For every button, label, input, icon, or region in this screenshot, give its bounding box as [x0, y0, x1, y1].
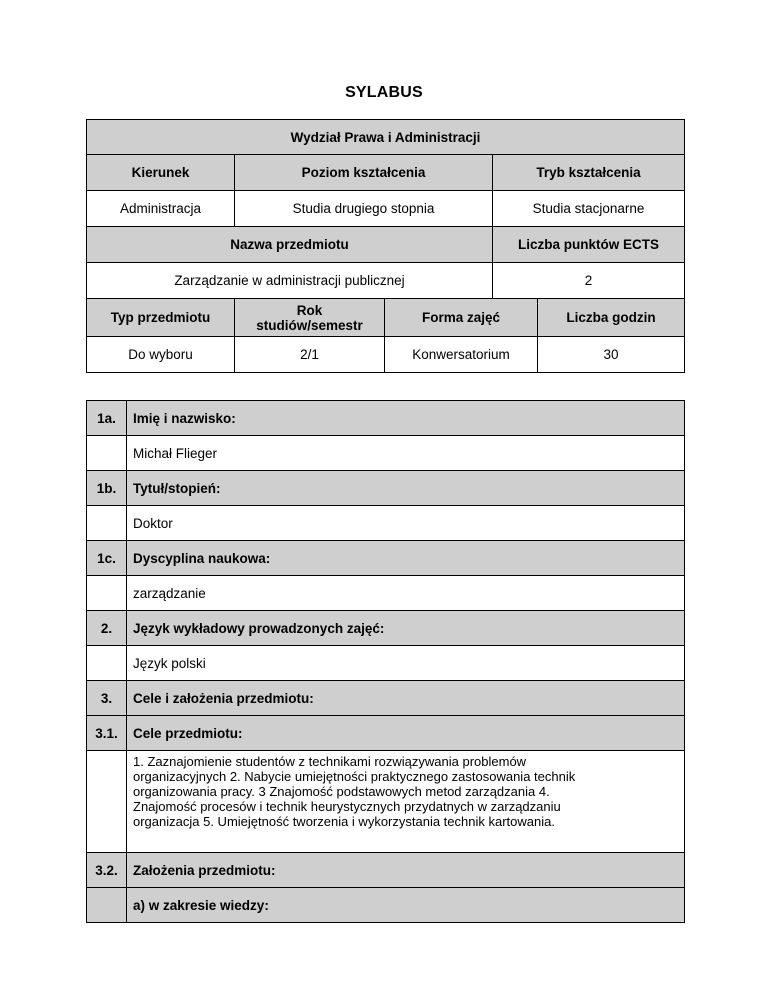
- forma-header: Forma zajęć: [385, 299, 538, 337]
- section-1b-spacer: [87, 506, 127, 541]
- lecturer-name: Michał Flieger: [127, 436, 685, 471]
- poziom-value: Studia drugiego stopnia: [235, 191, 493, 227]
- section-1b-label: Tytuł/stopień:: [127, 471, 685, 506]
- knowledge-scope-label: a) w zakresie wiedzy:: [127, 888, 685, 923]
- nazwa-header: Nazwa przedmiotu: [87, 227, 493, 263]
- goals-line-2: organizacyjnych 2. Nabycie umiejętności praktycznego zastosowania technik: [133, 769, 576, 784]
- page-title: SYLABUS: [345, 84, 423, 101]
- section-2-label: Język wykładowy prowadzonych zajęć:: [127, 611, 685, 646]
- forma-value: Konwersatorium: [385, 337, 538, 373]
- section-2-spacer: [87, 646, 127, 681]
- ects-header: Liczba punktów ECTS: [493, 227, 685, 263]
- typ-header: Typ przedmiotu: [87, 299, 235, 337]
- goals-line-1: 1. Zaznajomienie studentów z technikami rozwiązywania problemów: [133, 754, 527, 769]
- section-1a-spacer: [87, 436, 127, 471]
- goals-line-4: Znajomość procesów i technik heurystycznych przydatnych w zarządzaniu: [133, 799, 561, 814]
- course-goals-text: [127, 751, 685, 853]
- section-3-1-label: Cele przedmiotu:: [127, 716, 685, 751]
- section-3-number: 3.: [87, 681, 127, 716]
- rok-header-line1: Rok: [296, 302, 323, 318]
- goals-line-3: organizowania pracy. 3 Znajomość podstawowych metod zarządzania 4.: [133, 784, 550, 799]
- kierunek-value: Administracja: [87, 191, 235, 227]
- tryb-value: Studia stacjonarne: [493, 191, 685, 227]
- section-3-1-spacer: [87, 751, 127, 853]
- ects-value: 2: [493, 263, 685, 299]
- rok-header-line2: studiów/semestr: [256, 317, 363, 333]
- section-1a-number: 1a.: [87, 401, 127, 436]
- section-3-2a-spacer: [87, 888, 127, 923]
- syllabus-sections-table: [86, 400, 685, 923]
- rok-header: [235, 299, 385, 337]
- godzin-header: Liczba godzin: [538, 299, 685, 337]
- section-1c-number: 1c.: [87, 541, 127, 576]
- section-1c-spacer: [87, 576, 127, 611]
- language-value: Język polski: [127, 646, 685, 681]
- section-3-2-label: Założenia przedmiotu:: [127, 853, 685, 888]
- section-3-2-number: 3.2.: [87, 853, 127, 888]
- section-3-label: Cele i założenia przedmiotu:: [127, 681, 685, 716]
- poziom-header: Poziom kształcenia: [235, 155, 493, 191]
- kierunek-header: Kierunek: [87, 155, 235, 191]
- section-1a-label: Imię i nazwisko:: [127, 401, 685, 436]
- academic-title: Doktor: [127, 506, 685, 541]
- section-3-1-number: 3.1.: [87, 716, 127, 751]
- faculty-name: Wydział Prawa i Administracji: [87, 120, 685, 155]
- section-1c-label: Dyscyplina naukowa:: [127, 541, 685, 576]
- section-2-number: 2.: [87, 611, 127, 646]
- course-info-table: [86, 119, 685, 373]
- tryb-header: Tryb kształcenia: [493, 155, 685, 191]
- section-1b-number: 1b.: [87, 471, 127, 506]
- godzin-value: 30: [538, 337, 685, 373]
- goals-line-5: organizacja 5. Umiejętność tworzenia i wykorzystania technik kartowania.: [133, 814, 555, 829]
- typ-value: Do wyboru: [87, 337, 235, 373]
- nazwa-value: Zarządzanie w administracji publicznej: [87, 263, 493, 299]
- rok-value: 2/1: [235, 337, 385, 373]
- discipline-value: zarządzanie: [127, 576, 685, 611]
